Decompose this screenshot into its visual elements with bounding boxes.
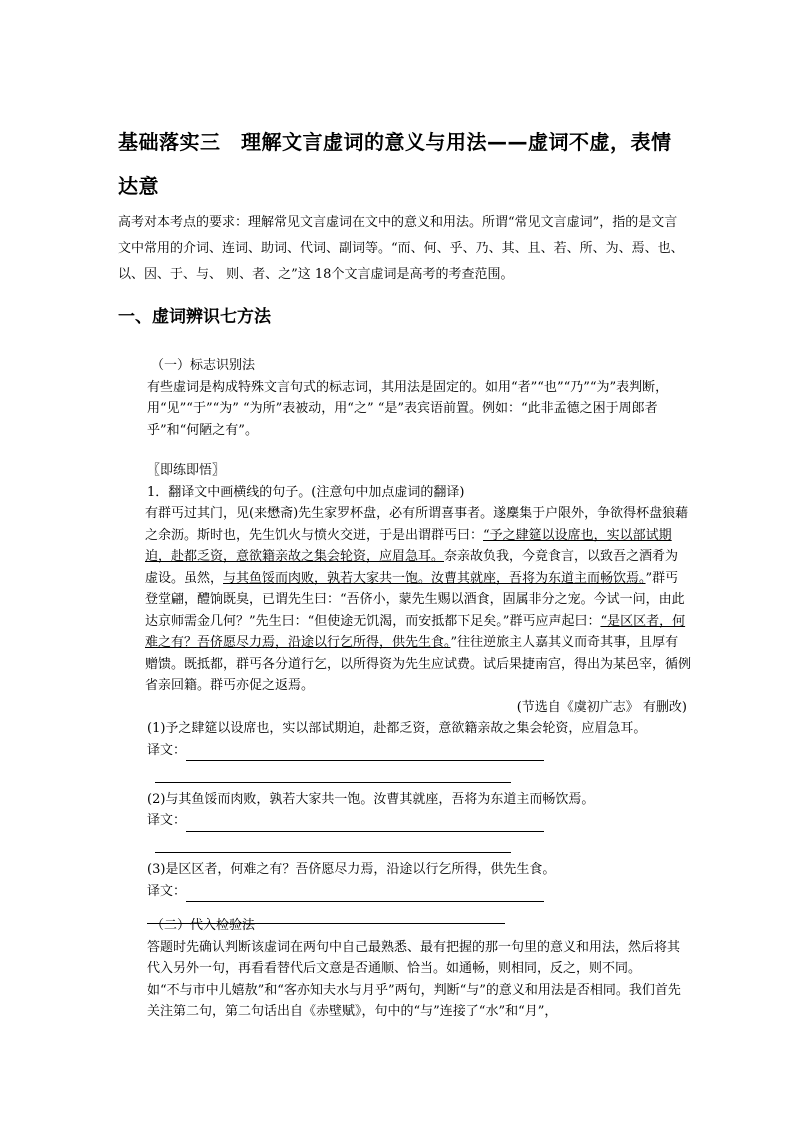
method-heading: （二）代入检验法 <box>151 918 256 933</box>
source-note: (节选自《虞初广志》 有删改) <box>516 699 687 715</box>
sub-question-3: (3)是区区者，何难之有？吾侪愿尽力焉，沿途以行乞所得，供先生食。 <box>147 862 556 877</box>
method-body: 答题时先确认判断该虚词在两句中自己最熟悉、最有把握的那一句里的意义和用法，然后将其代入另外一句，再看看替代后文意是否通顺、恰当。如通畅，则相同，反之，则不同。 <box>147 939 681 976</box>
method-heading: （一）标志识别法 <box>151 358 256 373</box>
answer-line[interactable] <box>186 887 544 902</box>
underlined-sentence-2: 与其鱼馁而肉败，孰若大家共一饱。汝曹其就座，吾将为东道主而畅饮焉。 <box>223 570 646 586</box>
underlined-sentence-3: “是区区者，何难之有？吾侪愿尽力焉，沿途以行乞所得，供先生食。 <box>145 613 686 650</box>
intro-paragraph: 高考对本考点的要求：理解常见文言虚词在文中的意义和用法。所谓“常见文言虚词”，指的是文言文中常用的介词、连词、助词、代词、副词等。“而、何、乎、乃、其、且、若、所、为、焉、也、以、因、于、与、 则、者、之”这 18个文言虚词是高考的考查范围。 <box>118 215 684 282</box>
answer-row <box>147 740 687 762</box>
answer-row <box>147 810 687 832</box>
answer-row <box>147 832 687 854</box>
answer-label: 译文： <box>147 813 187 828</box>
answer-line[interactable] <box>155 768 511 783</box>
answer-line[interactable] <box>186 746 544 761</box>
method-2 <box>147 915 687 1023</box>
method-1 <box>147 355 687 441</box>
sub-question-2: (2)与其鱼馁而肉败，孰若大家共一饱。汝曹其就座，吾将为东道主而畅饮焉。 <box>147 791 595 807</box>
answer-label: 译文： <box>147 883 187 899</box>
answer-row <box>147 881 687 903</box>
method-body: 如“不与市中儿嬉敖”和“客亦知夫水与月乎”两句，判断“与”的意义和用法是否相同。我们首先关注第二句，第二句话出自《赤壁赋》，句中的“与”连接了“水”和“月”， <box>147 982 681 1019</box>
method-body: 有些虚词是构成特殊文言句式的标志词，其用法是固定的。如用“者”“也”“乃”“为”表判断，用“见”“于”“为” “为所”表被动，用“之” “是”表宾语前置。例如：“此非孟德之困于周郎者乎”和“何陋之有”。 <box>147 379 669 438</box>
question-1: 1．翻译文中画横线的句子。(注意句中加点虚词的翻译) <box>147 484 465 500</box>
passage-text: ”往往逆旅主人嘉其义而奇其事，且厚有赠馈。既抵都，群丐各分道行乞，以所得资为先生应试费。试后果捷南宫，得出为某邑宰，循例省亲回籍。群丐亦促之返焉。 <box>145 635 692 693</box>
answer-label: 译文： <box>147 742 187 758</box>
underlined-sentence-1: “予之肆筵以设席也，实以部试期迫，赴都乏资，意欲籍亲故之集会轮资，应眉急耳。 <box>145 527 672 564</box>
answer-row <box>147 761 687 783</box>
passage-text: ”群丐登堂翩，醴饷既臭，已谓先生曰：“吾侪小，蒙先生赐以酒食，固属非分之宠。今试一问，由此达京师需金几何？”先生曰：“但使途无饥渴，而安抵都下足矣。”群丐应声起曰： <box>145 570 685 629</box>
practice-label: 〖即练即悟〗 <box>147 463 226 478</box>
passage-text: 有群丐过其门，见(来懋斋)先生家罗杯盘，必有所谓喜事者。遂麇集于户限外，争欲得杯盘狼藉之余沥。斯时也，先生饥火与愤火交迸，于是出谓群丐曰： <box>145 506 689 543</box>
answer-line[interactable] <box>155 838 511 853</box>
section-heading: 一、虚词辨识七方法 <box>118 307 271 327</box>
practice-section <box>145 460 692 924</box>
passage-text: 奈亲故负我，今竟食言，以致吾之酒肴为虚设。虽然， <box>145 549 679 586</box>
passage <box>145 503 691 697</box>
sub-question-1: (1)予之肆筵以设席也，实以部试期迫，赴都乏资，意欲籍亲故之集会轮资，应眉急耳。 <box>147 721 647 736</box>
page-title: 基础落实三 理解文言虚词的意义与用法——虚词不虚，表情达意 <box>118 130 672 198</box>
answer-line[interactable] <box>186 817 544 832</box>
